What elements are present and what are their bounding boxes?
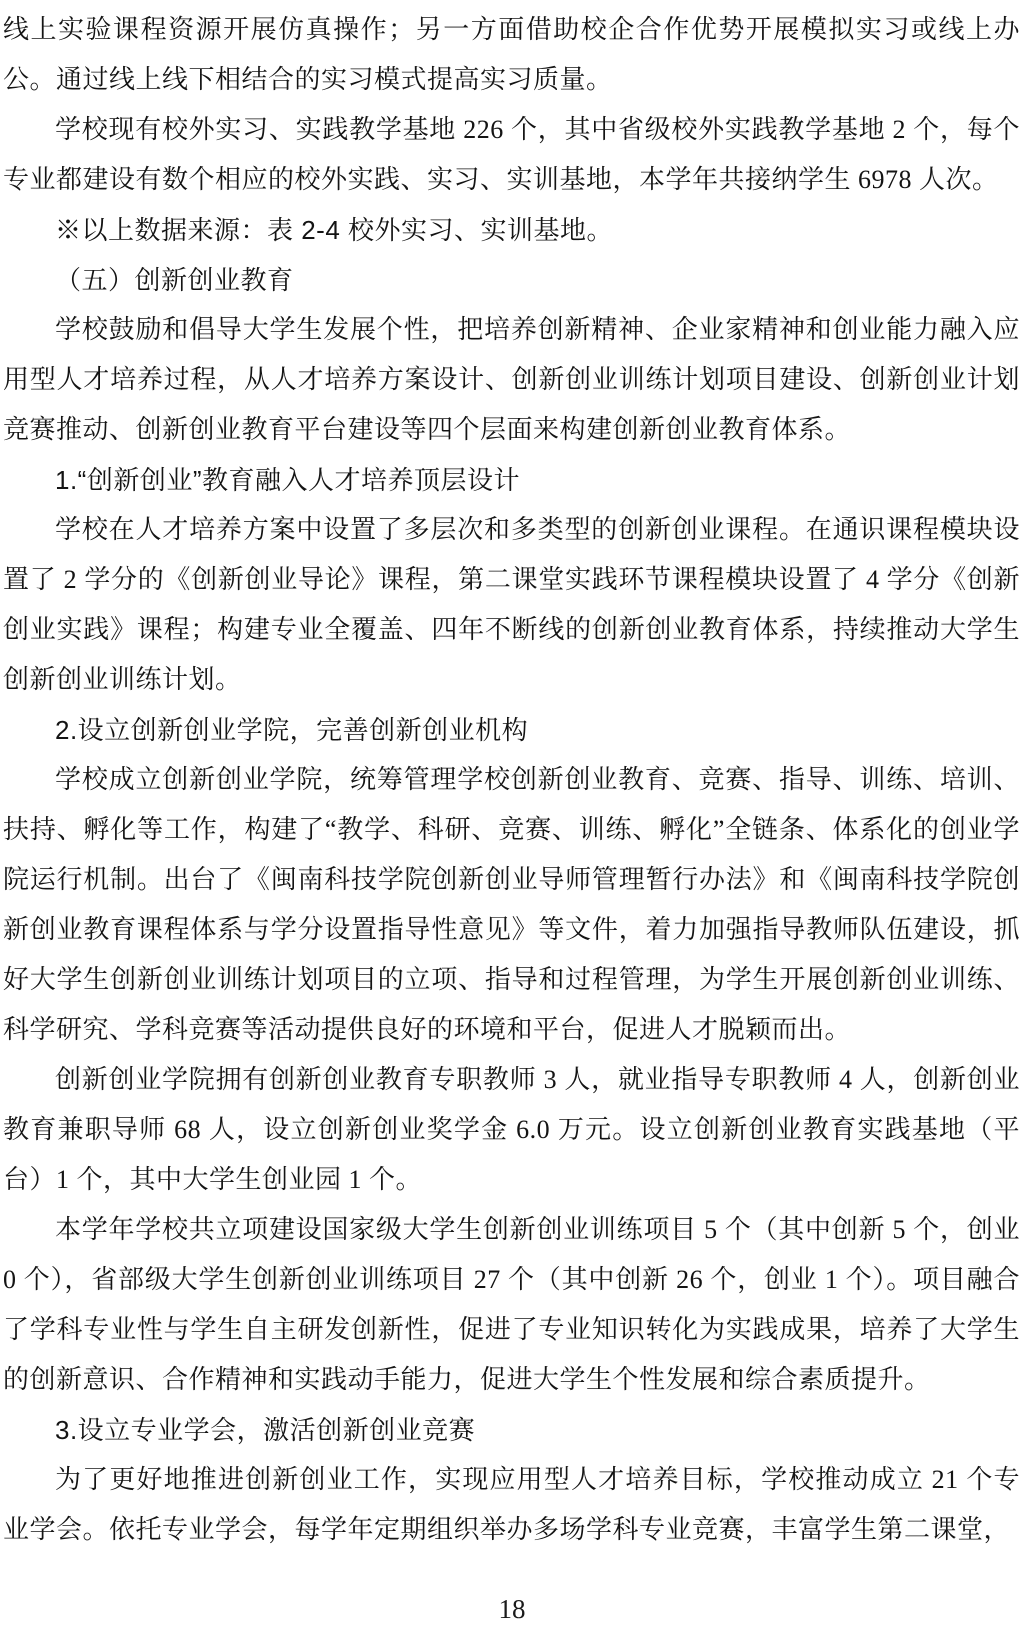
subsection-heading-3-professional-societies: 3.设立专业学会，激活创新创业竞赛 — [55, 1415, 476, 1445]
subsection-heading-2-innovation-college: 2.设立创新创业学院，完善创新创业机构 — [55, 715, 529, 745]
page-number: 18 — [498, 1594, 526, 1624]
paragraph-societies-competitions: 为了更好地推进创新创业工作，实现应用型人才培养目标，学校推动成立 21 个专业学会。依托专业学会，每学年定期组织举办多场学科专业竞赛，丰富学生第二课堂， — [3, 1465, 1020, 1544]
paragraph-curriculum-credits: 学校在人才培养方案中设置了多层次和多类型的创新创业课程。在通识课程模块设置了 2 学分的《创新创业导论》课程，第二课堂实践环节课程模块设置了 4 学分《创新创业实践》课程；构建专业全覆盖、四年不断线的创新创业教育体系，持续推动大学生创新创业训练计划。 — [3, 515, 1020, 694]
section-heading-innovation-education: （五）创新创业教育 — [55, 265, 294, 295]
paragraph-teachers-scholarship: 创新创业学院拥有创新创业教育专职教师 3 人，就业指导专职教师 4 人，创新创业教育兼职导师 68 人，设立创新创业奖学金 6.0 万元。设立创新创业教育实践基地（平台）1 个，其中大学生创业园 1 个。 — [3, 1065, 1020, 1194]
paragraph-training-projects: 本学年学校共立项建设国家级大学生创新创业训练项目 5 个（其中创新 5 个，创业 0 个），省部级大学生创新创业训练项目 27 个（其中创新 26 个，创业 1 个）。项目融合了学科专业性与学生自主研发创新性，促进了专业知识转化为实践成果，培养了大学生的创新意识、合作精神和实践动手能力，促进大学生个性发展和综合素质提升。 — [3, 1215, 1020, 1394]
data-source-note: ※以上数据来源：表 2-4 校外实习、实训基地。 — [55, 215, 614, 245]
page-content — [3, 5, 1020, 1555]
paragraph-innovation-overview: 学校鼓励和倡导大学生发展个性，把培养创新精神、企业家精神和创业能力融入应用型人才培养过程，从人才培养方案设计、创新创业训练计划项目建设、创新创业计划竞赛推动、创新创业教育平台建设等四个层面来构建创新创业教育体系。 — [3, 315, 1020, 444]
subsection-heading-1-top-level-design: 1.“创新创业”教育融入人才培养顶层设计 — [55, 465, 521, 495]
paragraph-internship-online-mode: 线上实验课程资源开展仿真操作；另一方面借助校企合作优势开展模拟实习或线上办公。通过线上线下相结合的实习模式提高实习质量。 — [3, 15, 1020, 94]
paragraph-college-mechanism: 学校成立创新创业学院，统筹管理学校创新创业教育、竞赛、指导、训练、培训、扶持、孵化等工作，构建了“教学、科研、竞赛、训练、孵化”全链条、体系化的创业学院运行机制。出台了《闽南科技学院创新创业导师管理暂行办法》和《闽南科技学院创新创业教育课程体系与学分设置指导性意见》等文件，着力加强指导教师队伍建设，抓好大学生创新创业训练计划项目的立项、指导和过程管理，为学生开展创新创业训练、科学研究、学科竞赛等活动提供良好的环境和平台，促进人才脱颖而出。 — [3, 765, 1020, 1044]
paragraph-offcampus-bases: 学校现有校外实习、实践教学基地 226 个，其中省级校外实践教学基地 2 个，每个专业都建设有数个相应的校外实践、实习、实训基地，本学年共接纳学生 6978 人次。 — [3, 115, 1020, 194]
